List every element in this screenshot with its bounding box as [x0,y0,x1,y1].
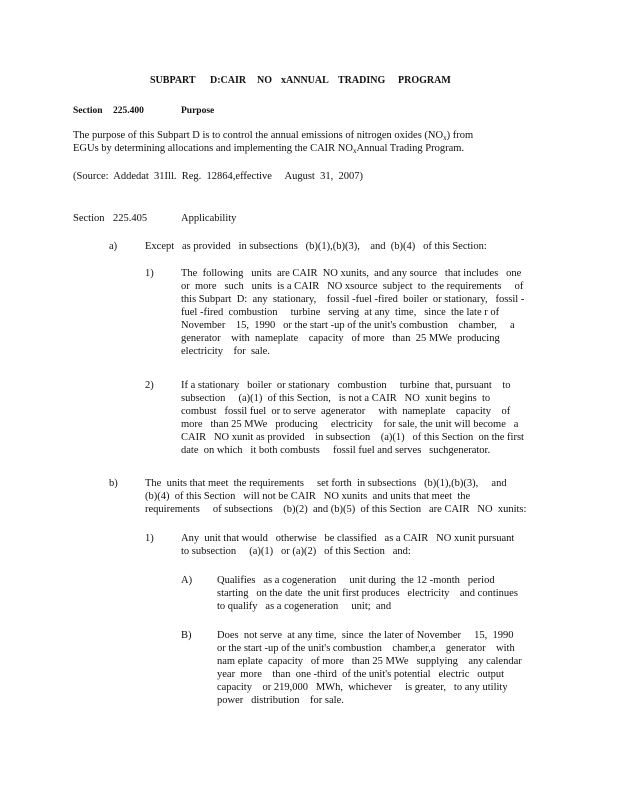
item-bB-line: year more than one -third of the unit's potential electric output [217,669,505,680]
item-a2-line: more than 25 MWe producing electricity for sale, the unit will become a [181,419,519,430]
item-bB-line: Does not serve at any time, since the later of November 15, 1990 [217,630,514,641]
title-subpart: SUBPART [150,75,196,86]
title-trading: TRADING [338,75,386,86]
item-bB-line: capacity or 219,000 MWh, whichever is greater, to any utility [217,682,508,693]
section-400-label: Section [73,106,103,116]
purpose-line-1: The purpose of this Subpart D is to control the annual emissions of nitrogen oxides $(NO_x)$ from [73,130,474,142]
item-a2-line: date on which it both combusts fossil fuel and serves suchgenerator. [181,445,491,456]
source-note: (Source: Addedat 31Ill. Reg. 12864,effective August 31, 2007) [73,171,363,182]
item-b1-line: Any unit that would otherwise be classified as a CAIR NO xunit pursuant [181,533,515,544]
item-bB-line: nam eplate capacity of more than 25 MWe supplying any calendar [217,656,522,667]
item-a2-line: If a stationary boiler or stationary combustion turbine that, pursuant to [181,380,511,391]
item-a1-line: electricity for sale. [181,346,270,357]
title-x-annual: xANNUAL [281,75,329,86]
item-a1-line: this Subpart D: any stationary, fossil -fuel -fired boiler or stationary, fossil - [181,294,525,305]
item-a2-label: 2) [145,380,154,391]
item-bA-line: starting on the date the unit first produces electricity and continues [217,588,518,599]
title-d-cair: D:CAIR [210,75,247,86]
section-405-label: Section [73,213,105,224]
section-400-name: Purpose [181,106,215,116]
item-a1-label: 1) [145,268,154,279]
item-bB-line: power distribution for sale. [217,695,344,706]
subsection-b-label: b) [109,478,118,489]
item-a1-line: The following units are CAIR NO xunits, and any source that includes one [181,268,522,279]
section-405-name: Applicability [181,213,237,224]
purpose-line-2: EGUs by determining allocations and implementing the CAIR $NO_xAnnual$ Trading Program. [73,143,465,155]
item-bA-line: Qualifies as a cogeneration unit during the 12 -month period [217,575,495,586]
item-a2-line: combust fossil fuel or to serve agenerator with nameplate capacity of [181,406,511,417]
item-a1-line: generator with nameplate capacity of more than 25 MWe producing [181,333,500,344]
title-program: PROGRAM [398,75,451,86]
section-400-number: 225.400 [113,106,144,116]
item-a2-line: CAIR NO xunit as provided in subsection (a)(1) of this Section on the first [181,432,524,443]
item-bA-label: A) [181,575,193,586]
subsection-b-line: The units that meet the requirements set forth in subsections (b)(1),(b)(3), and [145,478,507,489]
item-b1-label: 1) [145,533,154,544]
item-a2-line: subsection (a)(1) of this Section, is not a CAIR NO xunit begins to [181,393,491,404]
subsection-a-text: Except as provided in subsections (b)(1),(b)(3), and (b)(4) of this Section: [145,241,487,252]
subsection-b-line: (b)(4) of this Section will not be CAIR NO xunits and units that meet the [145,491,471,502]
item-bA-line: to qualify as a cogeneration unit; and [217,601,392,612]
item-a1-line: November 15, 1990 or the start -up of the unit's combustion chamber, a [181,320,515,331]
subsection-b-line: requirements of subsections (b)(2) and (b)(5) of this Section are CAIR NO xunits: [145,504,527,515]
item-b1-line: to subsection (a)(1) or (a)(2) of this Section and: [181,546,411,557]
section-405-number: 225.405 [113,213,148,224]
item-bB-label: B) [181,630,192,641]
title-no: NO [257,75,272,86]
item-a1-line: or more such units is a CAIR NO xsource subject to the requirements of [181,281,524,292]
item-a1-line: fuel -fired combustion turbine serving at any time, since the late r of [181,307,500,318]
item-bB-line: or the start -up of the unit's combustion chamber,a generator with [217,643,515,654]
subsection-a-label: a) [109,241,118,252]
